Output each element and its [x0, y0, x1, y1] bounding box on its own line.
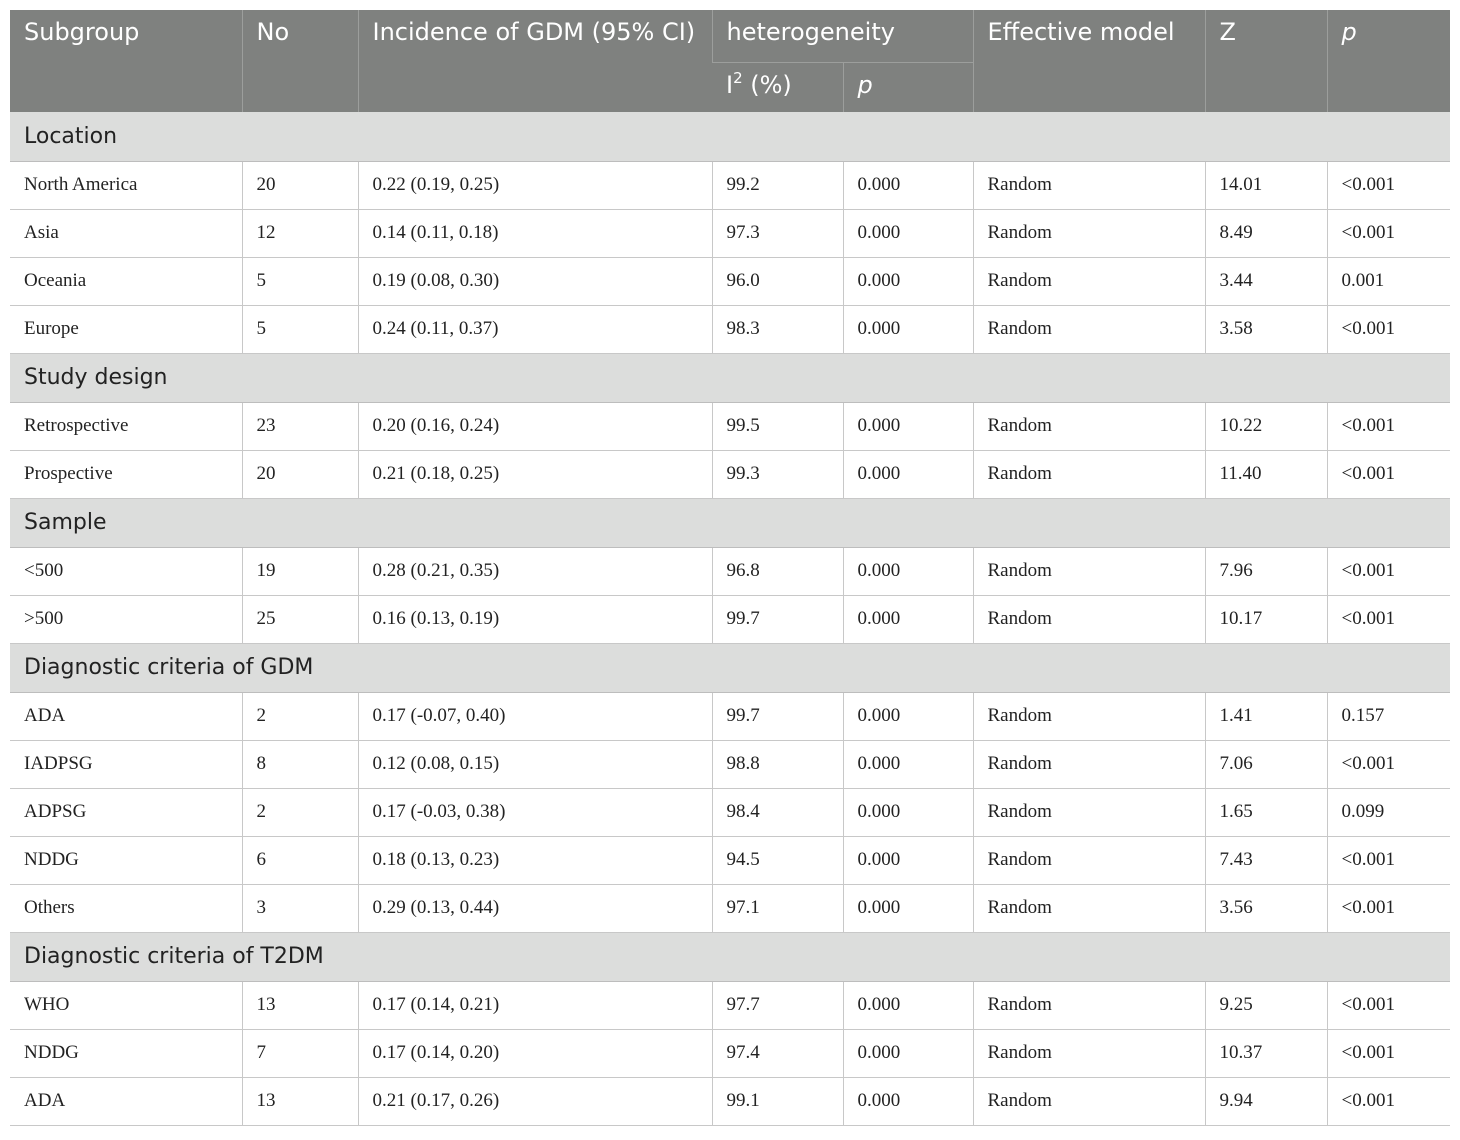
cell-no: 3 [242, 884, 358, 932]
cell-p: <0.001 [1327, 740, 1450, 788]
cell-z: 3.44 [1205, 257, 1327, 305]
cell-effective-model: Random [973, 836, 1205, 884]
cell-i-squared: 99.2 [712, 161, 843, 209]
cell-no: 13 [242, 1077, 358, 1125]
table-row [10, 257, 1450, 305]
cell-i-squared: 97.3 [712, 209, 843, 257]
cell-incidence: 0.17 (-0.07, 0.40) [358, 692, 712, 740]
cell-heterogeneity-p: 0.000 [843, 161, 973, 209]
header-incidence: Incidence of GDM (95% CI) [358, 10, 712, 112]
header-effective-model: Effective model [973, 10, 1205, 112]
cell-i-squared: 99.1 [712, 1077, 843, 1125]
cell-effective-model: Random [973, 450, 1205, 498]
header-i-squared [712, 62, 843, 112]
cell-heterogeneity-p: 0.000 [843, 450, 973, 498]
cell-i-squared: 98.4 [712, 788, 843, 836]
i2-base: I [726, 70, 734, 99]
table-row [10, 884, 1450, 932]
cell-effective-model: Random [973, 547, 1205, 595]
cell-incidence: 0.17 (0.14, 0.21) [358, 981, 712, 1029]
table-row [10, 305, 1450, 353]
table-row [10, 402, 1450, 450]
cell-subgroup: North America [10, 161, 242, 209]
cell-z: 1.41 [1205, 692, 1327, 740]
subgroup-analysis-table [10, 10, 1450, 1126]
cell-incidence: 0.17 (0.14, 0.20) [358, 1029, 712, 1077]
cell-effective-model: Random [973, 209, 1205, 257]
cell-i-squared: 98.8 [712, 740, 843, 788]
cell-p: 0.099 [1327, 788, 1450, 836]
cell-p: <0.001 [1327, 884, 1450, 932]
cell-p: <0.001 [1327, 209, 1450, 257]
cell-z: 9.25 [1205, 981, 1327, 1029]
group-label: Study design [10, 353, 1450, 402]
cell-p: <0.001 [1327, 981, 1450, 1029]
cell-no: 20 [242, 161, 358, 209]
cell-i-squared: 97.1 [712, 884, 843, 932]
group-label: Location [10, 112, 1450, 161]
header-z: Z [1205, 10, 1327, 112]
group-label: Sample [10, 498, 1450, 547]
group-header-row [10, 643, 1450, 692]
subgroup-analysis-table-container [10, 10, 1450, 1126]
cell-incidence: 0.21 (0.18, 0.25) [358, 450, 712, 498]
cell-no: 7 [242, 1029, 358, 1077]
cell-no: 5 [242, 257, 358, 305]
cell-z: 10.22 [1205, 402, 1327, 450]
cell-i-squared: 96.0 [712, 257, 843, 305]
header-heterogeneity: heterogeneity [712, 10, 973, 62]
cell-i-squared: 99.5 [712, 402, 843, 450]
cell-subgroup: IADPSG [10, 740, 242, 788]
cell-p: <0.001 [1327, 595, 1450, 643]
cell-no: 25 [242, 595, 358, 643]
cell-effective-model: Random [973, 595, 1205, 643]
table-row [10, 836, 1450, 884]
cell-heterogeneity-p: 0.000 [843, 1077, 973, 1125]
header-subgroup: Subgroup [10, 10, 242, 112]
table-row [10, 1029, 1450, 1077]
cell-heterogeneity-p: 0.000 [843, 209, 973, 257]
cell-effective-model: Random [973, 161, 1205, 209]
group-header-row [10, 932, 1450, 981]
cell-no: 23 [242, 402, 358, 450]
cell-p: <0.001 [1327, 1029, 1450, 1077]
cell-heterogeneity-p: 0.000 [843, 595, 973, 643]
cell-z: 11.40 [1205, 450, 1327, 498]
cell-subgroup: Europe [10, 305, 242, 353]
cell-i-squared: 97.4 [712, 1029, 843, 1077]
cell-subgroup: ADA [10, 1077, 242, 1125]
cell-z: 1.65 [1205, 788, 1327, 836]
cell-p: 0.157 [1327, 692, 1450, 740]
table-row [10, 788, 1450, 836]
cell-z: 7.96 [1205, 547, 1327, 595]
i2-superscript: 2 [733, 68, 743, 87]
cell-incidence: 0.12 (0.08, 0.15) [358, 740, 712, 788]
cell-heterogeneity-p: 0.000 [843, 547, 973, 595]
cell-i-squared: 94.5 [712, 836, 843, 884]
cell-heterogeneity-p: 0.000 [843, 981, 973, 1029]
group-label: Diagnostic criteria of GDM [10, 643, 1450, 692]
cell-z: 14.01 [1205, 161, 1327, 209]
cell-i-squared: 99.3 [712, 450, 843, 498]
cell-no: 6 [242, 836, 358, 884]
cell-heterogeneity-p: 0.000 [843, 1029, 973, 1077]
group-label: Diagnostic criteria of T2DM [10, 932, 1450, 981]
cell-incidence: 0.18 (0.13, 0.23) [358, 836, 712, 884]
cell-incidence: 0.29 (0.13, 0.44) [358, 884, 712, 932]
cell-no: 13 [242, 981, 358, 1029]
cell-z: 10.17 [1205, 595, 1327, 643]
table-row [10, 692, 1450, 740]
table-row [10, 450, 1450, 498]
cell-no: 12 [242, 209, 358, 257]
cell-p: <0.001 [1327, 161, 1450, 209]
cell-incidence: 0.16 (0.13, 0.19) [358, 595, 712, 643]
cell-effective-model: Random [973, 1029, 1205, 1077]
cell-i-squared: 97.7 [712, 981, 843, 1029]
cell-incidence: 0.28 (0.21, 0.35) [358, 547, 712, 595]
cell-i-squared: 98.3 [712, 305, 843, 353]
cell-subgroup: NDDG [10, 1029, 242, 1077]
cell-subgroup: WHO [10, 981, 242, 1029]
cell-z: 8.49 [1205, 209, 1327, 257]
table-row [10, 595, 1450, 643]
cell-incidence: 0.19 (0.08, 0.30) [358, 257, 712, 305]
cell-z: 3.58 [1205, 305, 1327, 353]
cell-effective-model: Random [973, 740, 1205, 788]
cell-effective-model: Random [973, 1077, 1205, 1125]
cell-effective-model: Random [973, 884, 1205, 932]
cell-heterogeneity-p: 0.000 [843, 305, 973, 353]
cell-no: 2 [242, 788, 358, 836]
cell-p: <0.001 [1327, 402, 1450, 450]
header-heterogeneity-p: p [843, 62, 973, 112]
cell-p: <0.001 [1327, 1077, 1450, 1125]
cell-subgroup: <500 [10, 547, 242, 595]
cell-effective-model: Random [973, 402, 1205, 450]
cell-heterogeneity-p: 0.000 [843, 257, 973, 305]
cell-p: <0.001 [1327, 836, 1450, 884]
cell-z: 7.43 [1205, 836, 1327, 884]
table-row [10, 547, 1450, 595]
cell-subgroup: Retrospective [10, 402, 242, 450]
cell-subgroup: ADA [10, 692, 242, 740]
cell-subgroup: Prospective [10, 450, 242, 498]
cell-no: 8 [242, 740, 358, 788]
cell-effective-model: Random [973, 692, 1205, 740]
cell-subgroup: >500 [10, 595, 242, 643]
cell-heterogeneity-p: 0.000 [843, 788, 973, 836]
cell-incidence: 0.22 (0.19, 0.25) [358, 161, 712, 209]
cell-heterogeneity-p: 0.000 [843, 836, 973, 884]
cell-z: 3.56 [1205, 884, 1327, 932]
cell-heterogeneity-p: 0.000 [843, 402, 973, 450]
cell-effective-model: Random [973, 788, 1205, 836]
group-header-row [10, 498, 1450, 547]
cell-incidence: 0.17 (-0.03, 0.38) [358, 788, 712, 836]
cell-subgroup: NDDG [10, 836, 242, 884]
cell-p: <0.001 [1327, 547, 1450, 595]
table-header [10, 10, 1450, 112]
cell-effective-model: Random [973, 257, 1205, 305]
cell-z: 10.37 [1205, 1029, 1327, 1077]
table-row [10, 981, 1450, 1029]
cell-incidence: 0.14 (0.11, 0.18) [358, 209, 712, 257]
cell-subgroup: Others [10, 884, 242, 932]
cell-p: 0.001 [1327, 257, 1450, 305]
cell-heterogeneity-p: 0.000 [843, 692, 973, 740]
cell-no: 20 [242, 450, 358, 498]
cell-incidence: 0.24 (0.11, 0.37) [358, 305, 712, 353]
cell-incidence: 0.21 (0.17, 0.26) [358, 1077, 712, 1125]
cell-no: 19 [242, 547, 358, 595]
cell-effective-model: Random [973, 981, 1205, 1029]
group-header-row [10, 112, 1450, 161]
table-row [10, 1077, 1450, 1125]
cell-effective-model: Random [973, 305, 1205, 353]
cell-z: 9.94 [1205, 1077, 1327, 1125]
table-row [10, 161, 1450, 209]
cell-subgroup: Oceania [10, 257, 242, 305]
table-body [10, 112, 1450, 1125]
cell-p: <0.001 [1327, 305, 1450, 353]
cell-heterogeneity-p: 0.000 [843, 884, 973, 932]
cell-no: 2 [242, 692, 358, 740]
header-p: p [1327, 10, 1450, 112]
cell-incidence: 0.20 (0.16, 0.24) [358, 402, 712, 450]
table-row [10, 740, 1450, 788]
cell-z: 7.06 [1205, 740, 1327, 788]
cell-subgroup: Asia [10, 209, 242, 257]
header-no: No [242, 10, 358, 112]
table-row [10, 209, 1450, 257]
group-header-row [10, 353, 1450, 402]
i2-unit: (%) [742, 70, 792, 99]
cell-no: 5 [242, 305, 358, 353]
cell-i-squared: 96.8 [712, 547, 843, 595]
cell-p: <0.001 [1327, 450, 1450, 498]
cell-subgroup: ADPSG [10, 788, 242, 836]
cell-heterogeneity-p: 0.000 [843, 740, 973, 788]
cell-i-squared: 99.7 [712, 595, 843, 643]
cell-i-squared: 99.7 [712, 692, 843, 740]
